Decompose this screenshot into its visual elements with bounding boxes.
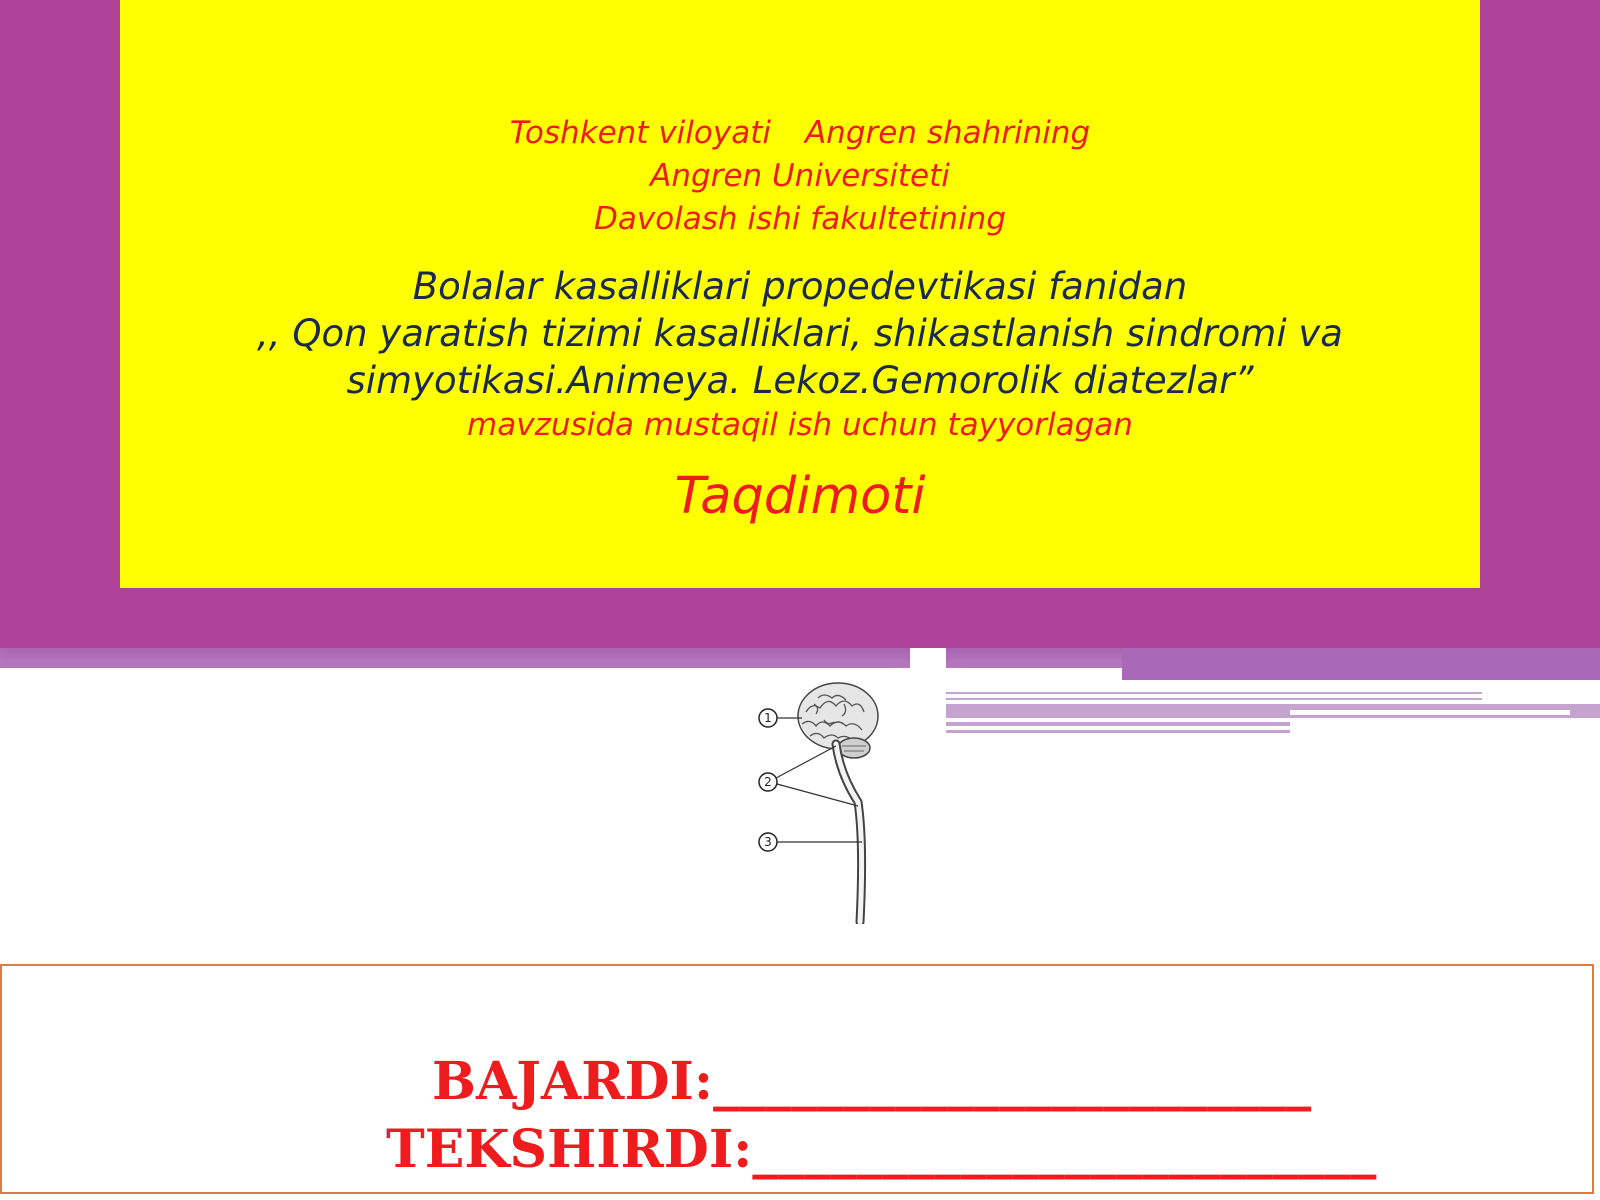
- decor-gap: [910, 648, 946, 678]
- region-text: Toshkent viloyati: [509, 115, 771, 151]
- city-text: Angren shahrining: [804, 115, 1091, 151]
- decor-line-5: [946, 722, 1290, 726]
- label-3: 3: [764, 835, 772, 849]
- decor-line-4: [1290, 710, 1570, 715]
- decor-bar-right: [1122, 648, 1600, 680]
- decor-line-2: [946, 694, 1482, 698]
- subject-line-3: simyotikasi.Animeya. Lekoz.Gemorolik diatezlar”: [346, 359, 1254, 402]
- faculty-text: Davolash ishi fakultetining: [593, 201, 1007, 237]
- subject-line-1: Bolalar kasalliklari propedevtikasi fanidan: [412, 265, 1188, 308]
- subject-line-2: ,, Qon yaratish tizimi kasalliklari, shikastlanish sindromi va: [257, 312, 1343, 355]
- presentation-label: Taqdimoti: [674, 467, 926, 526]
- label-2: 2: [764, 775, 772, 789]
- decor-line-6: [946, 730, 1290, 733]
- brain-spinal-cord-icon: [740, 674, 910, 924]
- purpose-text: mavzusida mustaqil ish uchun tayyorlagan: [467, 407, 1133, 443]
- title-box: [120, 0, 1480, 588]
- done-by-line: BAJARDI:_______________________: [432, 1051, 1312, 1112]
- header-location: [120, 112, 1480, 155]
- label-1: 1: [764, 711, 772, 725]
- university-text: Angren Universiteti: [650, 158, 950, 194]
- checked-by-line: TEKSHIRDI:________________________: [386, 1119, 1377, 1180]
- nervous-system-illustration: [740, 674, 910, 924]
